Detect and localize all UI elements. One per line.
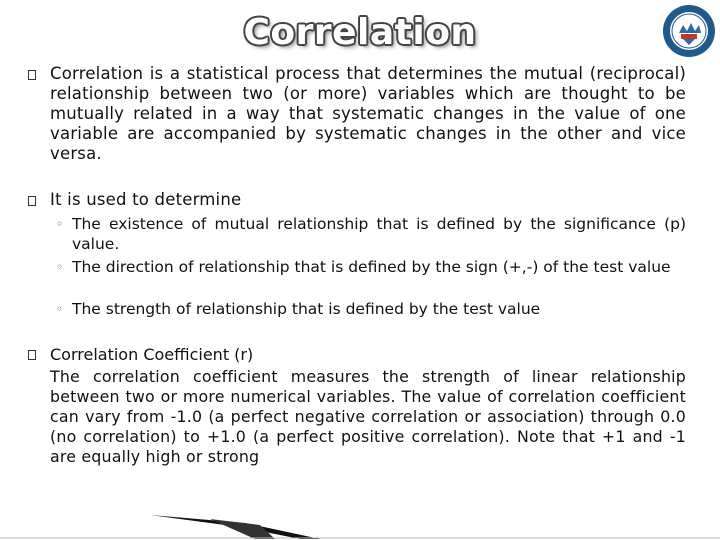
sub-bullet-text-1: The existence of mutual relationship that is defined by the significance (p) value.: [72, 215, 686, 253]
bullet-text-3: The correlation coefficient measures the strength of linear relationship between two or more numerical variables. The value of correlation coefficient can vary from -1.0 (a perfect negative correlation or association) through 0.0 (no correlation) to +1.0 (a perfect positive correlation). Note that +1 and -1 are equally high or strong: [50, 367, 686, 466]
footer-brush-stroke: [0, 505, 720, 540]
bullet-text-1: Correlation is a statistical process that determines the mutual (reciprocal) relationship between two (or more) variables which are thought to be mutually related in a way that systematic changes in the value of one variable are accompanied by systematic changes in the other and vice versa.: [50, 64, 686, 163]
page-title: Correlation: [243, 12, 477, 53]
sub-bullet-2: [56, 257, 686, 277]
bullet-text-2: It is used to determine: [50, 190, 242, 209]
bullet-marker-3: [28, 350, 36, 360]
sub-bullet-text-2: The direction of relationship that is defined by the sign (+,-) of the test value: [72, 258, 671, 276]
college-logo: [661, 3, 717, 59]
sub-bullet-1: [56, 214, 686, 254]
ring-bullet-icon: ◦: [56, 260, 64, 274]
ring-bullet-icon: ◦: [56, 302, 64, 316]
bullet-marker-1: [28, 70, 36, 80]
ring-bullet-icon: ◦: [56, 217, 64, 231]
sub-bullet-3: [56, 299, 686, 319]
section-heading: Correlation Coefficient (r): [50, 345, 254, 364]
bullet-marker-2: [28, 196, 36, 206]
sub-bullet-text-3: The strength of relationship that is defined by the test value: [72, 300, 541, 318]
